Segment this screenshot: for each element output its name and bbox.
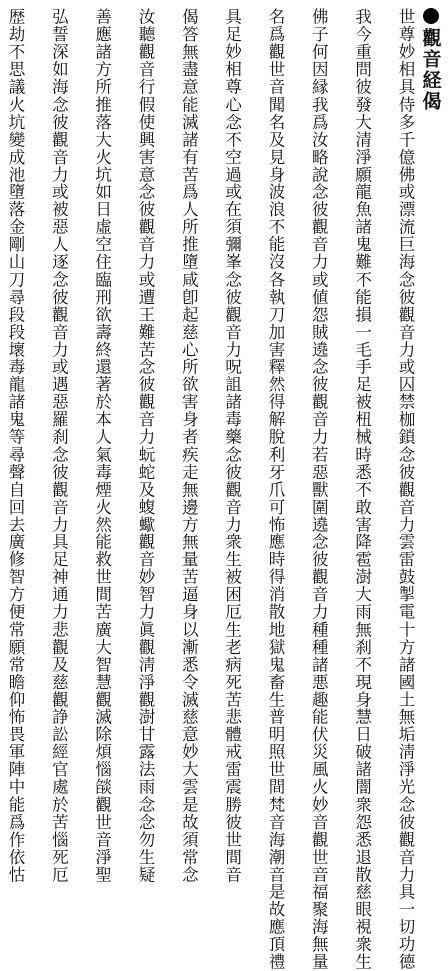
verse-phrase: 念彼觀音力: [395, 795, 415, 883]
verse-phrase: 怖畏軍陣中: [6, 708, 25, 796]
verse-phrase: 刀尋段段壞: [6, 270, 25, 358]
verse-phrase: 推落大火坑: [92, 95, 112, 183]
verse-phrase: 龍魚諸鬼難: [352, 183, 372, 271]
verse-phrase: 念彼觀音力: [49, 95, 69, 183]
verse-band: [4, 271, 416, 359]
verse-phrase: 慧日破諸闇: [352, 708, 372, 796]
verse-phrase: 心念不空過: [222, 95, 242, 183]
bullet-icon: [423, 8, 439, 24]
verse-phrase: 歴劫不思議: [6, 8, 25, 96]
verse-phrase: 善應諸方所: [92, 8, 112, 96]
verse-phrase: 念彼觀音力: [135, 183, 155, 271]
verse-phrase: 不能損一毛: [352, 270, 372, 358]
verse-phrase: 滅除煩惱燄: [92, 708, 112, 796]
verse-phrase: 眞觀淸淨觀: [135, 620, 155, 708]
verse-phrase: 火坑變成池: [6, 95, 25, 183]
verse-phrase: 觀世音淨聖: [92, 795, 112, 883]
verse-phrase: 澍甘露法雨: [135, 708, 155, 796]
verse-phrase: 廣修智方便: [6, 533, 25, 621]
verse-phrase: 念彼觀音力: [309, 358, 329, 446]
verse-phrase: [91, 883, 113, 971]
verse-phrase: 觀音妙智力: [135, 533, 155, 621]
verse-band: [4, 883, 416, 971]
verse-band: [4, 446, 416, 534]
verse-phrase: 生老病死苦: [222, 620, 242, 708]
scripture-body: [4, 8, 416, 971]
verse-phrase: [221, 883, 243, 971]
verse-phrase: 衆怨悉退散: [352, 795, 372, 883]
verse-phrase: 悲體戒雷震: [222, 708, 242, 796]
verse-phrase: 各執刀加害: [265, 270, 285, 358]
verse-phrase: 諍訟經官處: [49, 708, 69, 796]
page-title: [420, 8, 442, 112]
verse-phrase: 能滅諸有苦: [179, 95, 199, 183]
verse-phrase: 廣大智慧觀: [92, 620, 112, 708]
verse-phrase: 念彼觀音力: [395, 270, 415, 358]
verse-band: [4, 533, 416, 621]
verse-phrase: 應時得消散: [265, 533, 285, 621]
verse-band: [4, 183, 416, 271]
verse-phrase: 衆生被困厄: [222, 533, 242, 621]
verse-phrase: 梵音海潮音: [265, 795, 285, 883]
verse-phrase: 降雹澍大雨: [352, 533, 372, 621]
verse-phrase: 侍多千億佛: [395, 95, 415, 183]
verse-phrase: 發大清淨願: [352, 95, 372, 183]
verse-phrase: 或漂流巨海: [395, 183, 415, 271]
title-text: 觀音経偈: [419, 28, 442, 112]
verse-phrase: 若惡獸圍遶: [309, 445, 329, 533]
verse-phrase: 念彼觀音力: [309, 533, 329, 621]
verse-phrase: 念彼觀音力: [135, 358, 155, 446]
verse-phrase: 能爲作依怙: [6, 795, 25, 883]
verse-phrase: 常願常瞻仰: [6, 620, 25, 708]
verse-phrase: 念彼觀音力: [395, 445, 415, 533]
verse-phrase: 或値怨賊遶: [309, 270, 329, 358]
verse-phrase: 氣毒煙火然: [92, 445, 112, 533]
verse-band: [4, 96, 416, 184]
verse-phrase: 毒龍諸鬼等: [6, 358, 25, 446]
verse-phrase: 時悉不敢害: [352, 445, 372, 533]
verse-phrase: 具一切功德: [395, 883, 415, 971]
verse-phrase: 能伏災風火: [309, 708, 329, 796]
verse-phrase: 具足神通力: [49, 533, 69, 621]
verse-band: [4, 8, 416, 96]
verse-phrase: 疾走無邊方: [179, 445, 199, 533]
verse-phrase: 波浪不能沒: [265, 183, 285, 271]
verse-phrase: 念念勿生疑: [135, 795, 155, 883]
verse-phrase: 或被惡人逐: [49, 183, 69, 271]
verse-phrase: 或囚禁枷鎖: [395, 358, 415, 446]
verse-phrase: 普明照世間: [265, 708, 285, 796]
verse-phrase: 佛子何因縁: [309, 8, 329, 96]
verse-phrase: 無量苦逼身: [179, 533, 199, 621]
verse-phrase: [177, 883, 199, 971]
verse-band: [4, 621, 416, 709]
verse-phrase: 釋然得解脫: [265, 358, 285, 446]
verse-phrase: 或遇惡羅刹: [49, 358, 69, 446]
verse-phrase: 能救世間苦: [92, 533, 112, 621]
verse-phrase: 於苦惱死厄: [49, 795, 69, 883]
verse-phrase: 以漸悉令滅: [179, 620, 199, 708]
verse-phrase: 無刹不現身: [352, 620, 372, 708]
verse-phrase: 或遭王難苦: [135, 270, 155, 358]
verse-phrase: 咸卽起慈心: [179, 270, 199, 358]
verse-band: [4, 796, 416, 884]
verse-phrase: 雲雷鼓掣電: [395, 533, 415, 621]
verse-phrase: 名爲觀世音: [265, 8, 285, 96]
verse-phrase: 念彼觀音力: [309, 183, 329, 271]
verse-phrase: 手足被杻械: [352, 358, 372, 446]
verse-phrase: 是故須常念: [179, 795, 199, 883]
verse-phrase: 我爲汝略說: [309, 95, 329, 183]
verse-phrase: 或在須彌峯: [222, 183, 242, 271]
verse-phrase: 呪詛諸毒藥: [222, 358, 242, 446]
verse-phrase: 所欲害身者: [179, 358, 199, 446]
verse-phrase: 念彼觀音力: [49, 445, 69, 533]
verse-phrase: 慈眼視衆生: [352, 883, 372, 971]
verse-phrase: 福聚海無量: [309, 883, 329, 971]
verse-phrase: 臨刑欲壽終: [92, 270, 112, 358]
verse-phrase: 聞名及見身: [265, 95, 285, 183]
verse-phrase: 念彼觀音力: [222, 445, 242, 533]
verse-phrase: 妙音觀世音: [309, 795, 329, 883]
verse-phrase: 種種諸悪趣: [309, 620, 329, 708]
verse-phrase: 偈答無盡意: [179, 8, 199, 96]
verse-phrase: [134, 883, 156, 971]
verse-phrase: 勝彼世間音: [222, 795, 242, 883]
verse-phrase: 世尊妙相具: [395, 8, 415, 96]
verse-phrase: 還著於本人: [92, 358, 112, 446]
verse-phrase: 墮落金剛山: [6, 183, 25, 271]
verse-phrase: 弘誓深如海: [49, 8, 69, 96]
verse-band: [4, 708, 416, 796]
verse-phrase: 地獄鬼畜生: [265, 620, 285, 708]
verse-phrase: [47, 883, 69, 971]
verse-band: [4, 358, 416, 446]
verse-phrase: 念彼觀音力: [222, 270, 242, 358]
verse-phrase: 蚖蛇及蝮蠍: [135, 445, 155, 533]
verse-phrase: 念彼觀音力: [49, 270, 69, 358]
verse-phrase: 具足妙相尊: [222, 8, 242, 96]
verse-phrase: 假使興害意: [135, 95, 155, 183]
verse-phrase: 悲觀及慈觀: [49, 620, 69, 708]
verse-phrase: 如日虛空住: [92, 183, 112, 271]
verse-phrase: 是故應頂禮: [265, 883, 285, 971]
verse-phrase: 無垢淸淨光: [395, 708, 415, 796]
verse-phrase: 汝聽觀音行: [135, 8, 155, 96]
verse-phrase: [4, 883, 26, 971]
verse-phrase: 利牙爪可怖: [265, 445, 285, 533]
verse-phrase: 慈意妙大雲: [179, 708, 199, 796]
verse-phrase: 尋聲自回去: [6, 445, 25, 533]
verse-phrase: 爲人所推墮: [179, 183, 199, 271]
verse-phrase: 十方諸國土: [395, 620, 415, 708]
verse-phrase: 我今重問彼: [352, 8, 372, 96]
